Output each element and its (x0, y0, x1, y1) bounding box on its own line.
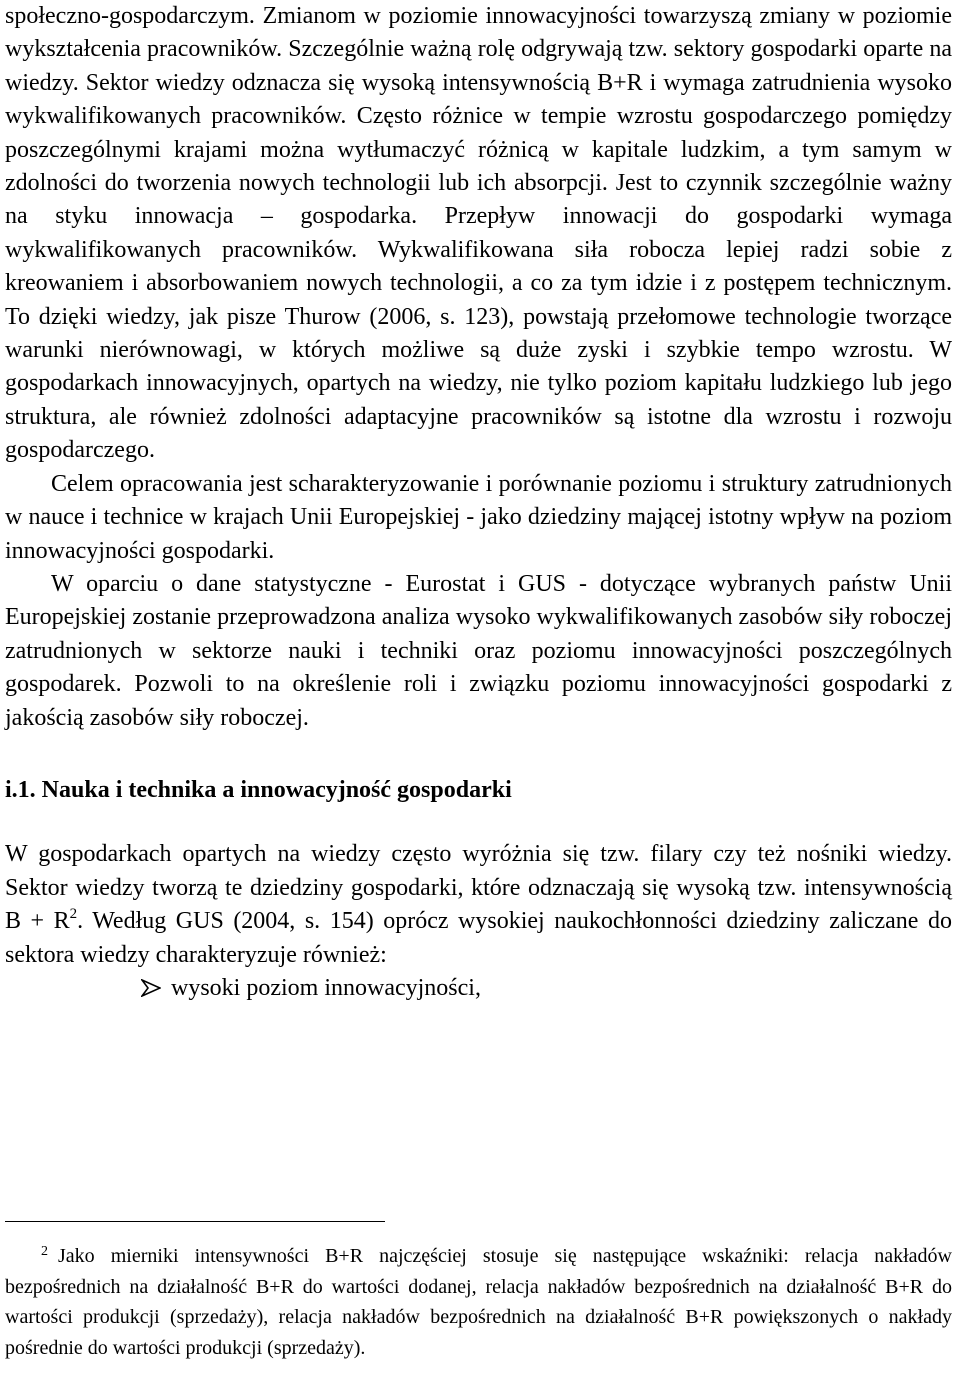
section-paragraph (5, 838, 952, 972)
list-item (5, 972, 952, 1005)
section-paragraph-part-1: W gospodarkach opartych na wiedzy często wyróżnia się tzw. filary czy też nośniki wiedzy. Sektor wiedzy tworzą te dziedziny gospodarki, które odznaczają się wysoką tzw. intensywnością B + R (5, 841, 952, 935)
footnote-separator (5, 1221, 385, 1222)
document-page (5, 0, 952, 1005)
paragraph-3: W oparciu o dane statystyczne - Eurostat i GUS - dotyczące wybranych państw Unii Europejskiej zostanie przeprowadzona analiza wysoko wykwalifikowanych zasobów siły roboczej zatrudnionych w sektorze nauki i techniki oraz poziomu innowacyjności poszczególnych gospodarek. Pozwoli to na określenie roli i związku poziomu innowacyjności gospodarki z jakością zasobów siły roboczej. (5, 570, 952, 731)
footnote-number: 2 (41, 1244, 48, 1259)
arrowhead-bullet-icon (141, 972, 171, 1005)
section-paragraph-part-2: . Według GUS (2004, s. 154) oprócz wysokiej naukochłonności dziedziny zaliczane do sektora wiedzy charakteryzuje również: (5, 908, 952, 968)
footnote-reference[interactable]: 2 (69, 906, 78, 923)
footnote (5, 1237, 952, 1363)
section-heading: i.1. Nauka i technika a innowacyjność gospodarki (5, 776, 512, 803)
paragraph-1: społeczno-gospodarczym. Zmianom w poziomie innowacyjności towarzyszą zmiany w poziomie wykształcenia pracowników. Szczególnie ważną rolę odgrywają tzw. sektory gospodarki oparte na wiedzy. Sektor wiedzy odznacza się wysoką intensywnością B+R i wymaga zatrudnienia wysoko wykwalifikowanych pracowników. Często różnice w tempie wzrostu gospodarczego pomiędzy poszczególnymi krajami można wytłumaczyć różnicą w kapitale ludzkim, a tym samym w zdolności do tworzenia nowych technologii lub ich absorpcji. Jest to czynnik szczególnie ważny na styku innowacja – gospodarka. Przepływ innowacji do gospodarki wymaga wykwalifikowanych pracowników. Wykwalifikowana siła robocza lepiej radzi sobie z kreowaniem i absorbowaniem nowych technologii, a co za tym idzie i z postępem technicznym. To dzięki wiedzy, jak pisze Thurow (2006, s. 123), powstają przełomowe technologie tworzące warunki nierównowagi, w których możliwe są duże zyski i szybkie tempo wzrostu. W gospodarkach innowacyjnych, opartych na wiedzy, nie tylko poziom kapitału ludzkiego lub jego struktura, ale również zdolności adaptacyjne pracowników są istotne dla wzrostu i rozwoju gospodarczego. (5, 3, 952, 464)
paragraph-2: Celem opracowania jest scharakteryzowanie i porównanie poziomu i struktury zatrudnionych w nauce i technice w krajach Unii Europejskiej - jako dziedziny mającej istotny wpływ na poziom innowacyjności gospodarki. (5, 470, 952, 564)
list-item-text: wysoki poziom innowacyjności, (171, 974, 481, 1001)
footnote-text: Jako mierniki intensywności B+R najczęściej stosuje się następujące wskaźniki: relacja nakładów bezpośrednich na działalność B+R do wartości dodanej, relacja nakładów bezpośrednich na działalność B+R do wartości produkcji (sprzedaży), relacja nakładów bezpośrednich na działalność B+R powiększonych o nakłady pośrednie do wartości produkcji (sprzedaży). (5, 1245, 952, 1359)
